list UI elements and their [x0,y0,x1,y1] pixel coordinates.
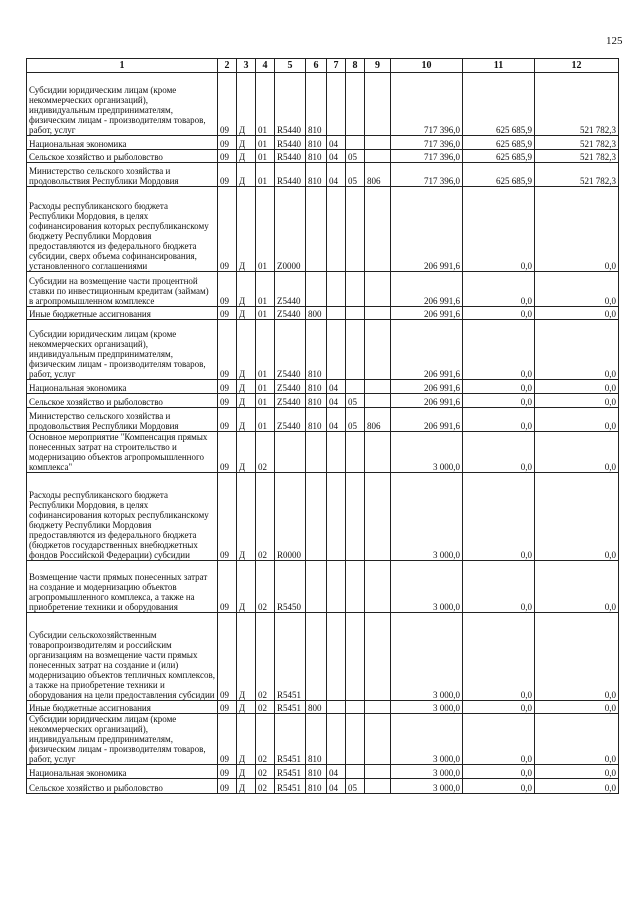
cell-v12: 0,0 [535,701,619,714]
cell-c7: 04 [327,163,346,187]
cell-c6: 810 [306,163,327,187]
row-name-cell: Субсидии сельскохозяйственным товаропроизводителям и российским организациям на возмещение части прямых понесенных затрат на создание и (или) модернизацию объектов тепличных комплексов, а также на приобретение техники и оборудования на цели предоставления субсидии [27,613,218,701]
header-cell: 8 [346,59,365,73]
cell-c3: Д [237,307,256,320]
row-name-cell: Сельское хозяйство и рыболовство [27,779,218,794]
cell-c8 [346,136,365,150]
cell-c5: Z5440 [275,394,306,408]
cell-v11: 0,0 [463,561,535,613]
cell-c8 [346,701,365,714]
row-name-cell: Сельское хозяйство и рыболовство [27,150,218,163]
cell-c6: 810 [306,150,327,163]
table-row [27,73,619,136]
cell-c8 [346,272,365,307]
cell-c2: 09 [218,272,237,307]
cell-c2: 09 [218,765,237,779]
table-row [27,394,619,408]
cell-c3: Д [237,272,256,307]
cell-v11: 0,0 [463,473,535,561]
cell-v12: 0,0 [535,394,619,408]
cell-v12: 0,0 [535,561,619,613]
cell-c4: 02 [256,765,275,779]
budget-table [26,58,619,794]
cell-v11: 0,0 [463,613,535,701]
cell-c4: 01 [256,394,275,408]
cell-c8 [346,307,365,320]
cell-v10: 3 000,0 [391,613,463,701]
cell-c9 [365,150,391,163]
cell-v10: 3 000,0 [391,701,463,714]
cell-c2: 09 [218,613,237,701]
cell-c5: R0000 [275,473,306,561]
cell-c9 [365,73,391,136]
row-name-cell: Сельское хозяйство и рыболовство [27,394,218,408]
cell-v11: 625 685,9 [463,136,535,150]
cell-c2: 09 [218,187,237,272]
cell-c9 [365,701,391,714]
cell-c5: R5451 [275,613,306,701]
cell-c8 [346,561,365,613]
cell-c3: Д [237,765,256,779]
cell-c5: R5451 [275,765,306,779]
cell-c7 [327,73,346,136]
cell-c9 [365,307,391,320]
cell-v12: 0,0 [535,307,619,320]
cell-c8 [346,380,365,394]
table-body [27,73,619,794]
cell-c6 [306,432,327,473]
cell-c7 [327,613,346,701]
row-name-cell: Субсидии на возмещение части процентной ставки по инвестиционным кредитам (займам) в агропромышленном комплексе [27,272,218,307]
cell-c4: 02 [256,473,275,561]
cell-c9 [365,380,391,394]
row-name-cell: Министерство сельского хозяйства и продовольствия Республики Мордовия [27,163,218,187]
cell-v10: 3 000,0 [391,765,463,779]
cell-c4: 02 [256,779,275,794]
cell-c5: Z5440 [275,408,306,432]
table-row [27,163,619,187]
row-name-cell: Субсидии юридическим лицам (кроме некоммерческих организаций), индивидуальным предпринимателям, физическим лицам - производителям товаров, работ, услуг [27,320,218,380]
row-name-cell: Возмещение части прямых понесенных затрат на создание и модернизацию объектов агропромышленного комплекса, а также на приобретение техники и оборудования [27,561,218,613]
cell-c2: 09 [218,408,237,432]
cell-c3: Д [237,380,256,394]
cell-c4: 02 [256,613,275,701]
cell-c8: 05 [346,408,365,432]
page-number: 125 [606,35,623,47]
cell-c2: 09 [218,473,237,561]
row-name-cell: Национальная экономика [27,136,218,150]
cell-c5: R5440 [275,136,306,150]
cell-c7: 04 [327,380,346,394]
cell-v10: 3 000,0 [391,714,463,765]
cell-c7: 04 [327,765,346,779]
cell-v11: 0,0 [463,272,535,307]
cell-c5: Z5440 [275,380,306,394]
cell-v12: 521 782,3 [535,163,619,187]
header-cell: 10 [391,59,463,73]
cell-v10: 3 000,0 [391,473,463,561]
cell-c4: 01 [256,408,275,432]
cell-c5: Z5440 [275,307,306,320]
cell-c9: 806 [365,163,391,187]
table-row [27,473,619,561]
table-row [27,380,619,394]
cell-c4: 01 [256,163,275,187]
cell-c9 [365,765,391,779]
cell-c3: Д [237,73,256,136]
cell-v12: 0,0 [535,187,619,272]
cell-c6 [306,473,327,561]
row-name-cell: Расходы республиканского бюджета Республики Мордовия, в целях софинансирования которых республиканскому бюджету Республики Мордовия предоставляются из федерального бюджета субсидии, сверх объема софинансирования, установленного соглашениями [27,187,218,272]
table-row [27,320,619,380]
cell-v10: 3 000,0 [391,561,463,613]
cell-c8: 05 [346,163,365,187]
header-row [27,59,619,73]
cell-c7 [327,320,346,380]
table-row [27,714,619,765]
cell-c7: 04 [327,394,346,408]
cell-c4: 01 [256,307,275,320]
cell-c4: 01 [256,150,275,163]
table-row [27,408,619,432]
cell-v12: 0,0 [535,714,619,765]
cell-c8 [346,187,365,272]
cell-c9 [365,320,391,380]
table-row [27,561,619,613]
cell-c9: 806 [365,408,391,432]
header-cell: 12 [535,59,619,73]
cell-c8: 05 [346,150,365,163]
cell-c3: Д [237,432,256,473]
cell-c3: Д [237,714,256,765]
header-cell: 4 [256,59,275,73]
cell-v11: 625 685,9 [463,73,535,136]
cell-v11: 0,0 [463,380,535,394]
cell-c6: 810 [306,408,327,432]
cell-v12: 0,0 [535,473,619,561]
table-row [27,272,619,307]
table-row [27,187,619,272]
header-cell: 1 [27,59,218,73]
cell-v10: 206 991,6 [391,380,463,394]
cell-v11: 0,0 [463,320,535,380]
cell-c8: 05 [346,394,365,408]
row-name-cell: Субсидии юридическим лицам (кроме некоммерческих организаций), индивидуальным предпринимателям, физическим лицам - производителям товаров, работ, услуг [27,73,218,136]
cell-c7 [327,307,346,320]
header-cell: 2 [218,59,237,73]
cell-c5 [275,432,306,473]
cell-c2: 09 [218,136,237,150]
cell-c8 [346,432,365,473]
cell-c3: Д [237,473,256,561]
cell-c6: 810 [306,320,327,380]
cell-c3: Д [237,561,256,613]
cell-v11: 0,0 [463,779,535,794]
cell-c7 [327,714,346,765]
cell-c2: 09 [218,561,237,613]
cell-c5: R5451 [275,779,306,794]
cell-c4: 02 [256,432,275,473]
cell-v12: 0,0 [535,380,619,394]
cell-c5: R5440 [275,150,306,163]
cell-v12: 0,0 [535,320,619,380]
cell-v10: 206 991,6 [391,307,463,320]
cell-c6 [306,561,327,613]
cell-c6 [306,272,327,307]
cell-v10: 206 991,6 [391,408,463,432]
cell-c8 [346,320,365,380]
cell-v10: 3 000,0 [391,779,463,794]
cell-c5: Z5440 [275,320,306,380]
cell-c5: R5440 [275,163,306,187]
cell-c3: Д [237,701,256,714]
cell-v10: 206 991,6 [391,394,463,408]
cell-c6 [306,613,327,701]
cell-c6: 810 [306,380,327,394]
cell-v11: 0,0 [463,432,535,473]
cell-v10: 717 396,0 [391,163,463,187]
cell-c2: 09 [218,394,237,408]
cell-c4: 02 [256,561,275,613]
header-cell: 7 [327,59,346,73]
cell-c6: 810 [306,779,327,794]
cell-c6: 800 [306,307,327,320]
row-name-cell: Основное мероприятие "Компенсация прямых понесенных затрат на строительство и модернизацию объектов агропромышленного комплекса" [27,432,218,473]
cell-c9 [365,187,391,272]
cell-v12: 0,0 [535,408,619,432]
table-row [27,307,619,320]
table-row [27,150,619,163]
table-row [27,701,619,714]
cell-c2: 09 [218,432,237,473]
cell-c5: R5440 [275,73,306,136]
cell-c9 [365,473,391,561]
cell-c2: 09 [218,714,237,765]
cell-c7: 04 [327,408,346,432]
table-row [27,136,619,150]
cell-c3: Д [237,779,256,794]
cell-c2: 09 [218,701,237,714]
cell-v10: 206 991,6 [391,320,463,380]
cell-v10: 717 396,0 [391,73,463,136]
cell-c3: Д [237,136,256,150]
cell-v10: 206 991,6 [391,272,463,307]
cell-c5: Z0000 [275,187,306,272]
cell-c2: 09 [218,307,237,320]
cell-c2: 09 [218,779,237,794]
cell-c5: R5451 [275,701,306,714]
row-name-cell: Расходы республиканского бюджета Республики Мордовия, в целях софинансирования которых республиканскому бюджету Республики Мордовия предоставляются из федерального бюджета (бюджетов государственных внебюджетных фондов Российской Федерации) субсидии [27,473,218,561]
cell-v11: 0,0 [463,701,535,714]
cell-c6 [306,187,327,272]
cell-c2: 09 [218,150,237,163]
cell-v12: 521 782,3 [535,73,619,136]
cell-c3: Д [237,613,256,701]
cell-v11: 0,0 [463,394,535,408]
cell-c6: 800 [306,701,327,714]
table-row [27,613,619,701]
cell-c4: 01 [256,272,275,307]
cell-v11: 0,0 [463,765,535,779]
header-cell: 6 [306,59,327,73]
cell-c6: 810 [306,136,327,150]
cell-v12: 521 782,3 [535,136,619,150]
cell-v12: 0,0 [535,613,619,701]
cell-c3: Д [237,320,256,380]
cell-c9 [365,432,391,473]
cell-c6: 810 [306,394,327,408]
header-cell: 9 [365,59,391,73]
cell-c9 [365,613,391,701]
cell-v10: 717 396,0 [391,136,463,150]
cell-v10: 717 396,0 [391,150,463,163]
cell-v12: 0,0 [535,432,619,473]
cell-c9 [365,714,391,765]
cell-c4: 01 [256,380,275,394]
cell-v10: 206 991,6 [391,187,463,272]
cell-v12: 0,0 [535,272,619,307]
table-row [27,432,619,473]
cell-c3: Д [237,394,256,408]
cell-c9 [365,394,391,408]
cell-v11: 0,0 [463,187,535,272]
row-name-cell: Министерство сельского хозяйства и продовольствия Республики Мордовия [27,408,218,432]
row-name-cell: Национальная экономика [27,380,218,394]
cell-c3: Д [237,187,256,272]
cell-c3: Д [237,408,256,432]
cell-c7: 04 [327,136,346,150]
cell-c4: 01 [256,136,275,150]
cell-c7 [327,473,346,561]
cell-c4: 01 [256,187,275,272]
cell-c8: 05 [346,779,365,794]
cell-v11: 625 685,9 [463,150,535,163]
cell-c7 [327,432,346,473]
cell-v11: 0,0 [463,307,535,320]
cell-c4: 01 [256,320,275,380]
cell-c5: R5451 [275,714,306,765]
row-name-cell: Субсидии юридическим лицам (кроме некоммерческих организаций), индивидуальным предпринимателям, физическим лицам - производителям товаров, работ, услуг [27,714,218,765]
cell-c2: 09 [218,73,237,136]
row-name-cell: Национальная экономика [27,765,218,779]
cell-c9 [365,272,391,307]
cell-c8 [346,73,365,136]
cell-c7 [327,561,346,613]
cell-c4: 02 [256,714,275,765]
cell-v11: 0,0 [463,408,535,432]
cell-c9 [365,136,391,150]
cell-c7 [327,701,346,714]
cell-c8 [346,473,365,561]
cell-v11: 0,0 [463,714,535,765]
cell-c4: 01 [256,73,275,136]
cell-c8 [346,613,365,701]
row-name-cell: Иные бюджетные ассигнования [27,701,218,714]
cell-c6: 810 [306,714,327,765]
cell-v10: 3 000,0 [391,432,463,473]
cell-c7: 04 [327,779,346,794]
cell-c8 [346,714,365,765]
cell-c2: 09 [218,163,237,187]
cell-c7 [327,272,346,307]
cell-v12: 0,0 [535,779,619,794]
cell-c4: 02 [256,701,275,714]
cell-v11: 625 685,9 [463,163,535,187]
cell-c5: R5450 [275,561,306,613]
cell-c7: 04 [327,150,346,163]
cell-v12: 0,0 [535,765,619,779]
cell-c9 [365,779,391,794]
cell-c7 [327,187,346,272]
header-cell: 3 [237,59,256,73]
cell-c8 [346,765,365,779]
header-cell: 5 [275,59,306,73]
row-name-cell: Иные бюджетные ассигнования [27,307,218,320]
cell-c3: Д [237,163,256,187]
cell-v12: 521 782,3 [535,150,619,163]
cell-c6: 810 [306,73,327,136]
table-row [27,779,619,794]
cell-c5: Z5440 [275,272,306,307]
cell-c2: 09 [218,380,237,394]
cell-c9 [365,561,391,613]
cell-c3: Д [237,150,256,163]
header-cell: 11 [463,59,535,73]
table-row [27,765,619,779]
cell-c6: 810 [306,765,327,779]
cell-c2: 09 [218,320,237,380]
